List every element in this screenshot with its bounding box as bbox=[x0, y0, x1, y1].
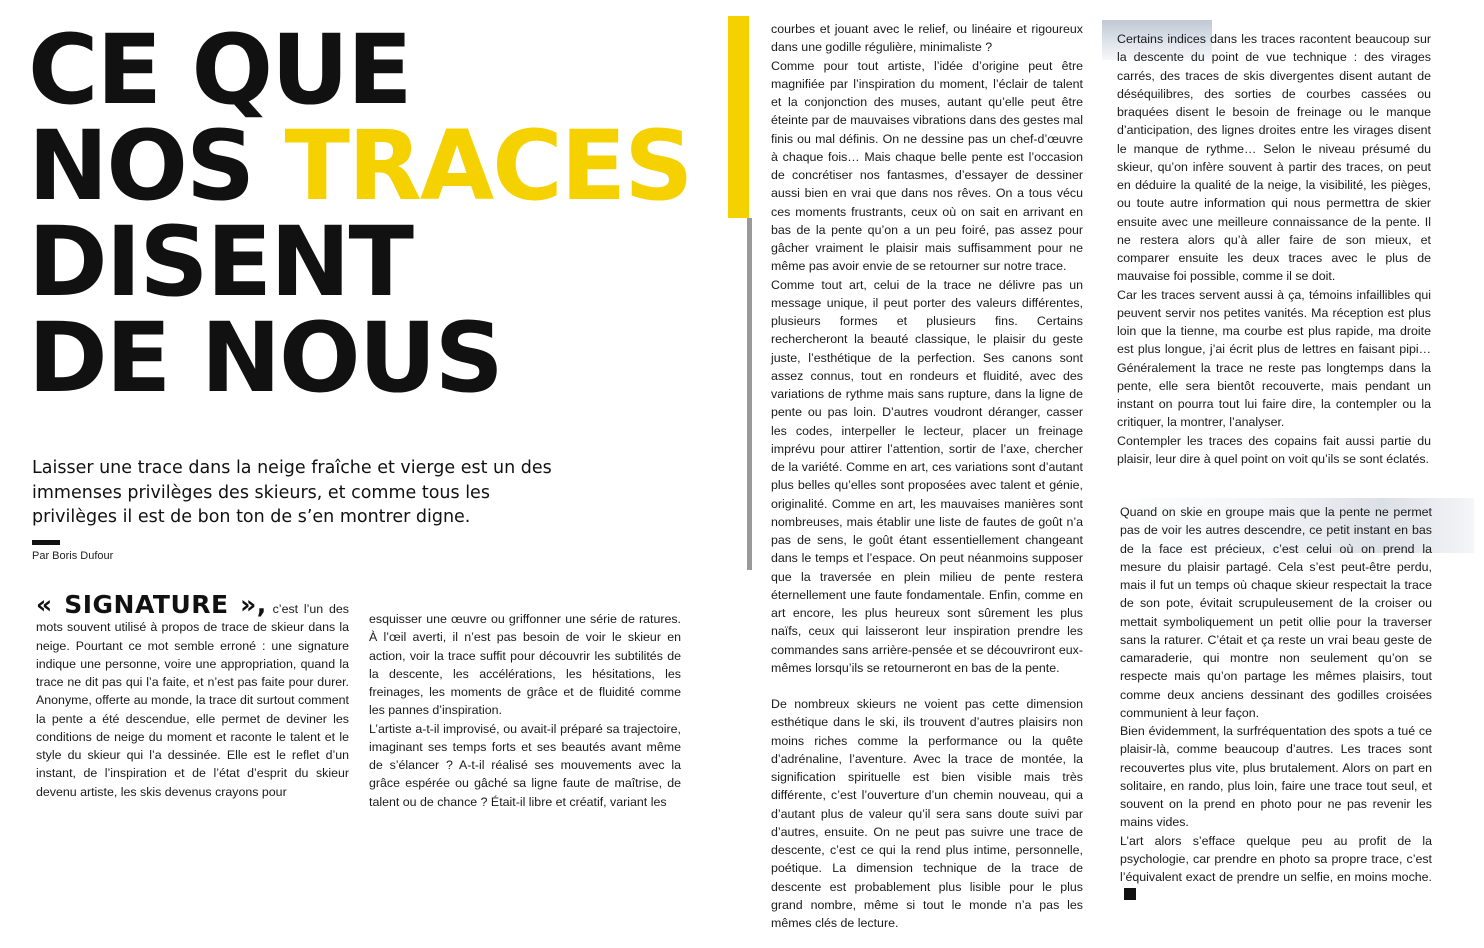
column-4-paragraph-3: Contempler les traces des copains fait aussi partie du plaisir, leur dire à quel point on voit qu’ils se sont éclatés. bbox=[1117, 433, 1431, 466]
column-3-paragraph-3: Comme tout art, celui de la trace ne délivre pas un message unique, il peut porter des valeurs différentes, plusieurs formes et plusieurs fins. Certains rechercheront la beauté classique, le plaisir du geste juste, l’esthétique de la perfection. Ses canons sont assez connus, tout en rondeurs et fluidité, avec des variations de rythme mais sans rupture, dans la ligne de pente ou pas loin. D’autres voudront déranger, casser les codes, interpeller le lecteur, placer un freinage imprévu pour attirer l’attention, sortir de l’axe, chercher de la variété. Comme en art, ces variations sont d’autant plus belles qu’elles sont proposées avec talent et génie, originalité. Comme en art, les mauvaises manières sont nombreuses, mais établir une liste de fautes de goût n’a pas de sens, le goût étant essentiellement changeant dans le temps et l’espace. On peut néanmoins supposer que la traversée en plein milieu de pente restera éternellement une faute fondamentale. Enfin, comme en art encore, les plus heureux sont sûrement les plus naïfs, ceux qui laisseront leur inspiration prendre les commandes sans arrière-pensée et se découvriront eux-mêmes lorsqu’ils se retourneront en bas de la pente. bbox=[771, 277, 1083, 675]
column-1-paragraph bbox=[36, 590, 349, 801]
title-line-1: CE QUE bbox=[28, 14, 411, 126]
column-4-paragraph-2: Car les traces servent aussi à ça, témoins infaillibles qui peuvent servir nos petites vanités. Ma réception est plus loin que la tienne, ma courbe est plus rapide, ma droite est plus longue, j’ai écrit plus de lettres en faisant pipi… Généralement la trace ne reste pas longtemps dans la pente, elle sera bientôt recouverte, mais pendant un instant on pourra tout lui faire dire, la contempler ou la critiquer, la montrer, l’analyser. bbox=[1117, 287, 1431, 430]
column-5-paragraph-3 bbox=[1120, 832, 1432, 905]
byline: Par Boris Dufour bbox=[32, 550, 114, 562]
column-3-paragraph-1: courbes et jouant avec le relief, ou linéaire et rigoureux dans une godille régulière, minimaliste ? bbox=[771, 22, 1083, 55]
right-page bbox=[742, 0, 1484, 948]
text-column-5 bbox=[1120, 503, 1432, 905]
title-line-2 bbox=[28, 110, 692, 222]
drop-word: « SIGNATURE », bbox=[36, 590, 267, 619]
article-lead: Laisser une trace dans la neige fraîche et vierge est un des immenses privilèges des skieurs, et comme tous les privilèges il est de bon ton de s’en montrer digne. bbox=[32, 458, 552, 527]
byline-rule bbox=[32, 540, 60, 545]
column-5-paragraph-3-text: L’art alors s’efface quelque peu au profit de la psychologie, car prendre en photo sa propre trace, c’est l’équivalent exact de prendre un selfie, en moins moche. bbox=[1120, 833, 1432, 884]
column-1-text: c’est l’un des mots souvent utilisé à propos de trace de skieur dans la neige. Pourtant ce mot semble erroné : une signature indique une personne, voire une appropriation, quand la trace ne dit pas qui l’a faite, et n’est pas faite pour durer. Anonyme, offerte au monde, la trace dit surtout comment la pente a été descendue, elle permet de deviner les conditions de neige du moment et raconte le talent et le style du skieur qui l’a dessinée. Elle est le reflet d’un instant, de l’inspiration et de l’état d’esprit du skieur devenu artiste, les skis devenus crayons pour bbox=[36, 602, 349, 799]
text-column-1 bbox=[36, 590, 349, 801]
column-3-paragraph-2: Comme pour tout artiste, l’idée d’origine peut être magnifiée par l’inspiration du moment, l’éclair de talent et la conjonction des muses, autant qu’elle peut être éteinte par de mauvaises vibrations dans des gestes mal finis ou mal définis. On ne dessine pas un chef-d’œuvre à chaque fois… Mais chaque belle pente est l’occasion de concrétiser nos fantasmes, d’essayer de dessiner aussi bien en vrai que dans nos rêves. On a tous vécu ces moments frustrants, ceux où on sait en arrivant en bas de la pente qu’on a un peu foiré, pas assez pour gâcher vraiment le plaisir mais suffisamment pour ne même pas avoir envie de se retourner sur notre trace. bbox=[771, 58, 1084, 274]
column-5-paragraph-1: Quand on skie en groupe mais que la pente ne permet pas de voir les autres descendre, ce petit instant en bas de la face est précieux, c’est celui où on prend la mesure du plaisir partagé. Cela s’est peut-être perdu, mais il fut un temps où chaque skieur respectait la trace de son pote, évitait scrupuleusement de la croiser ou mettait symboliquement un petit ollie pour la traverser sans la raturer. C’était et ça reste un vrai beau geste de camaraderie, qui montre non seulement qu’on se respecte mais qu’on partage les mêmes plaisirs, tout comme deux anciens dessinant des godilles croisées communient à leur façon. bbox=[1120, 505, 1432, 720]
text-column-2 bbox=[369, 610, 681, 811]
title-line-3: DISENT bbox=[28, 206, 412, 318]
title-line-4: DE NOUS bbox=[28, 302, 502, 414]
column-4-paragraph-1: Certains indices dans les traces racontent beaucoup sur la descente du point de vue technique : des virages carrés, des traces de skis divergentes disent autant de déséquilibres, des sorties de courbes cassées ou braquées disent le besoin de freinage ou le manque d’anticipation, des lignes droites entre les virages disent le manque de rythme… Selon le niveau présumé du skieur, qu’on infère souvent à partir des traces, on peut en déduire la qualité de la neige, la visibilité, les pièges, ou toute autre information qui nous permettra de skier ensuite avec une meilleure connaissance de la pente. Il ne restera alors qu’à aller faire de son mieux, et comparer ensuite les deux traces avec le plus de mauvaise foi possible, comme il se doit. bbox=[1117, 32, 1431, 284]
column-5-paragraph-2: Bien évidemment, la surfréquentation des spots a tué ce plaisir-là, comme beaucoup d’autres. Les traces sont recouvertes plus vite, plus brutalement. Alors on part en solitaire, en rando, plus loin, faire une trace tout seul, et souvent on la prend en photo pour ne pas revenir les mains vides. bbox=[1120, 724, 1432, 830]
text-column-3 bbox=[771, 20, 1083, 932]
article-title bbox=[28, 14, 692, 414]
title-line-2-start: NOS bbox=[28, 110, 285, 222]
column-2-paragraph-2: L’artiste a-t-il improvisé, ou avait-il préparé sa trajectoire, imaginant ses temps forts et ses beautés avant même de s’élancer ? A-t-il réalisé ses mouvements avec la grâce espérée ou gâché sa ligne faute de maîtrise, de talent ou de chance ? Était-il libre et créatif, variant les bbox=[369, 721, 681, 809]
text-column-4 bbox=[1117, 30, 1431, 468]
column-2-paragraph-1: esquisser une œuvre ou griffonner une série de ratures. À l’œil averti, il n’est pas besoin de voir le skieur en action, voir la trace suffit pour découvrir les subtilités de la descente, les accélérations, les hésitations, les freinages, les moments de grâce et de fluidité comme les pannes d’inspiration. bbox=[369, 612, 681, 718]
end-square-icon bbox=[1124, 888, 1136, 900]
title-accent-word: TRACES bbox=[284, 110, 692, 222]
column-3-paragraph-4: De nombreux skieurs ne voient pas cette dimension esthétique dans le ski, ils trouvent d’autres plaisirs non moins riches comme la performance ou la quête d’adrénaline, l’aventure. Avec la trace de montée, la signification spirituelle est bien visible mais très différente, c’est l’ouverture d’un chemin nouveau, qui a d’autant plus de valeur qu’il sera sans doute suivi par d’autres, ensuite. On ne peut pas suivre une trace de descente, c’est ce qui la rend plus intime, personnelle, poétique. La dimension technique de la trace de descente est probablement plus lisible pour le plus grand nombre, même si tout le monde n’a pas les mêmes clés de lecture. bbox=[771, 697, 1083, 930]
